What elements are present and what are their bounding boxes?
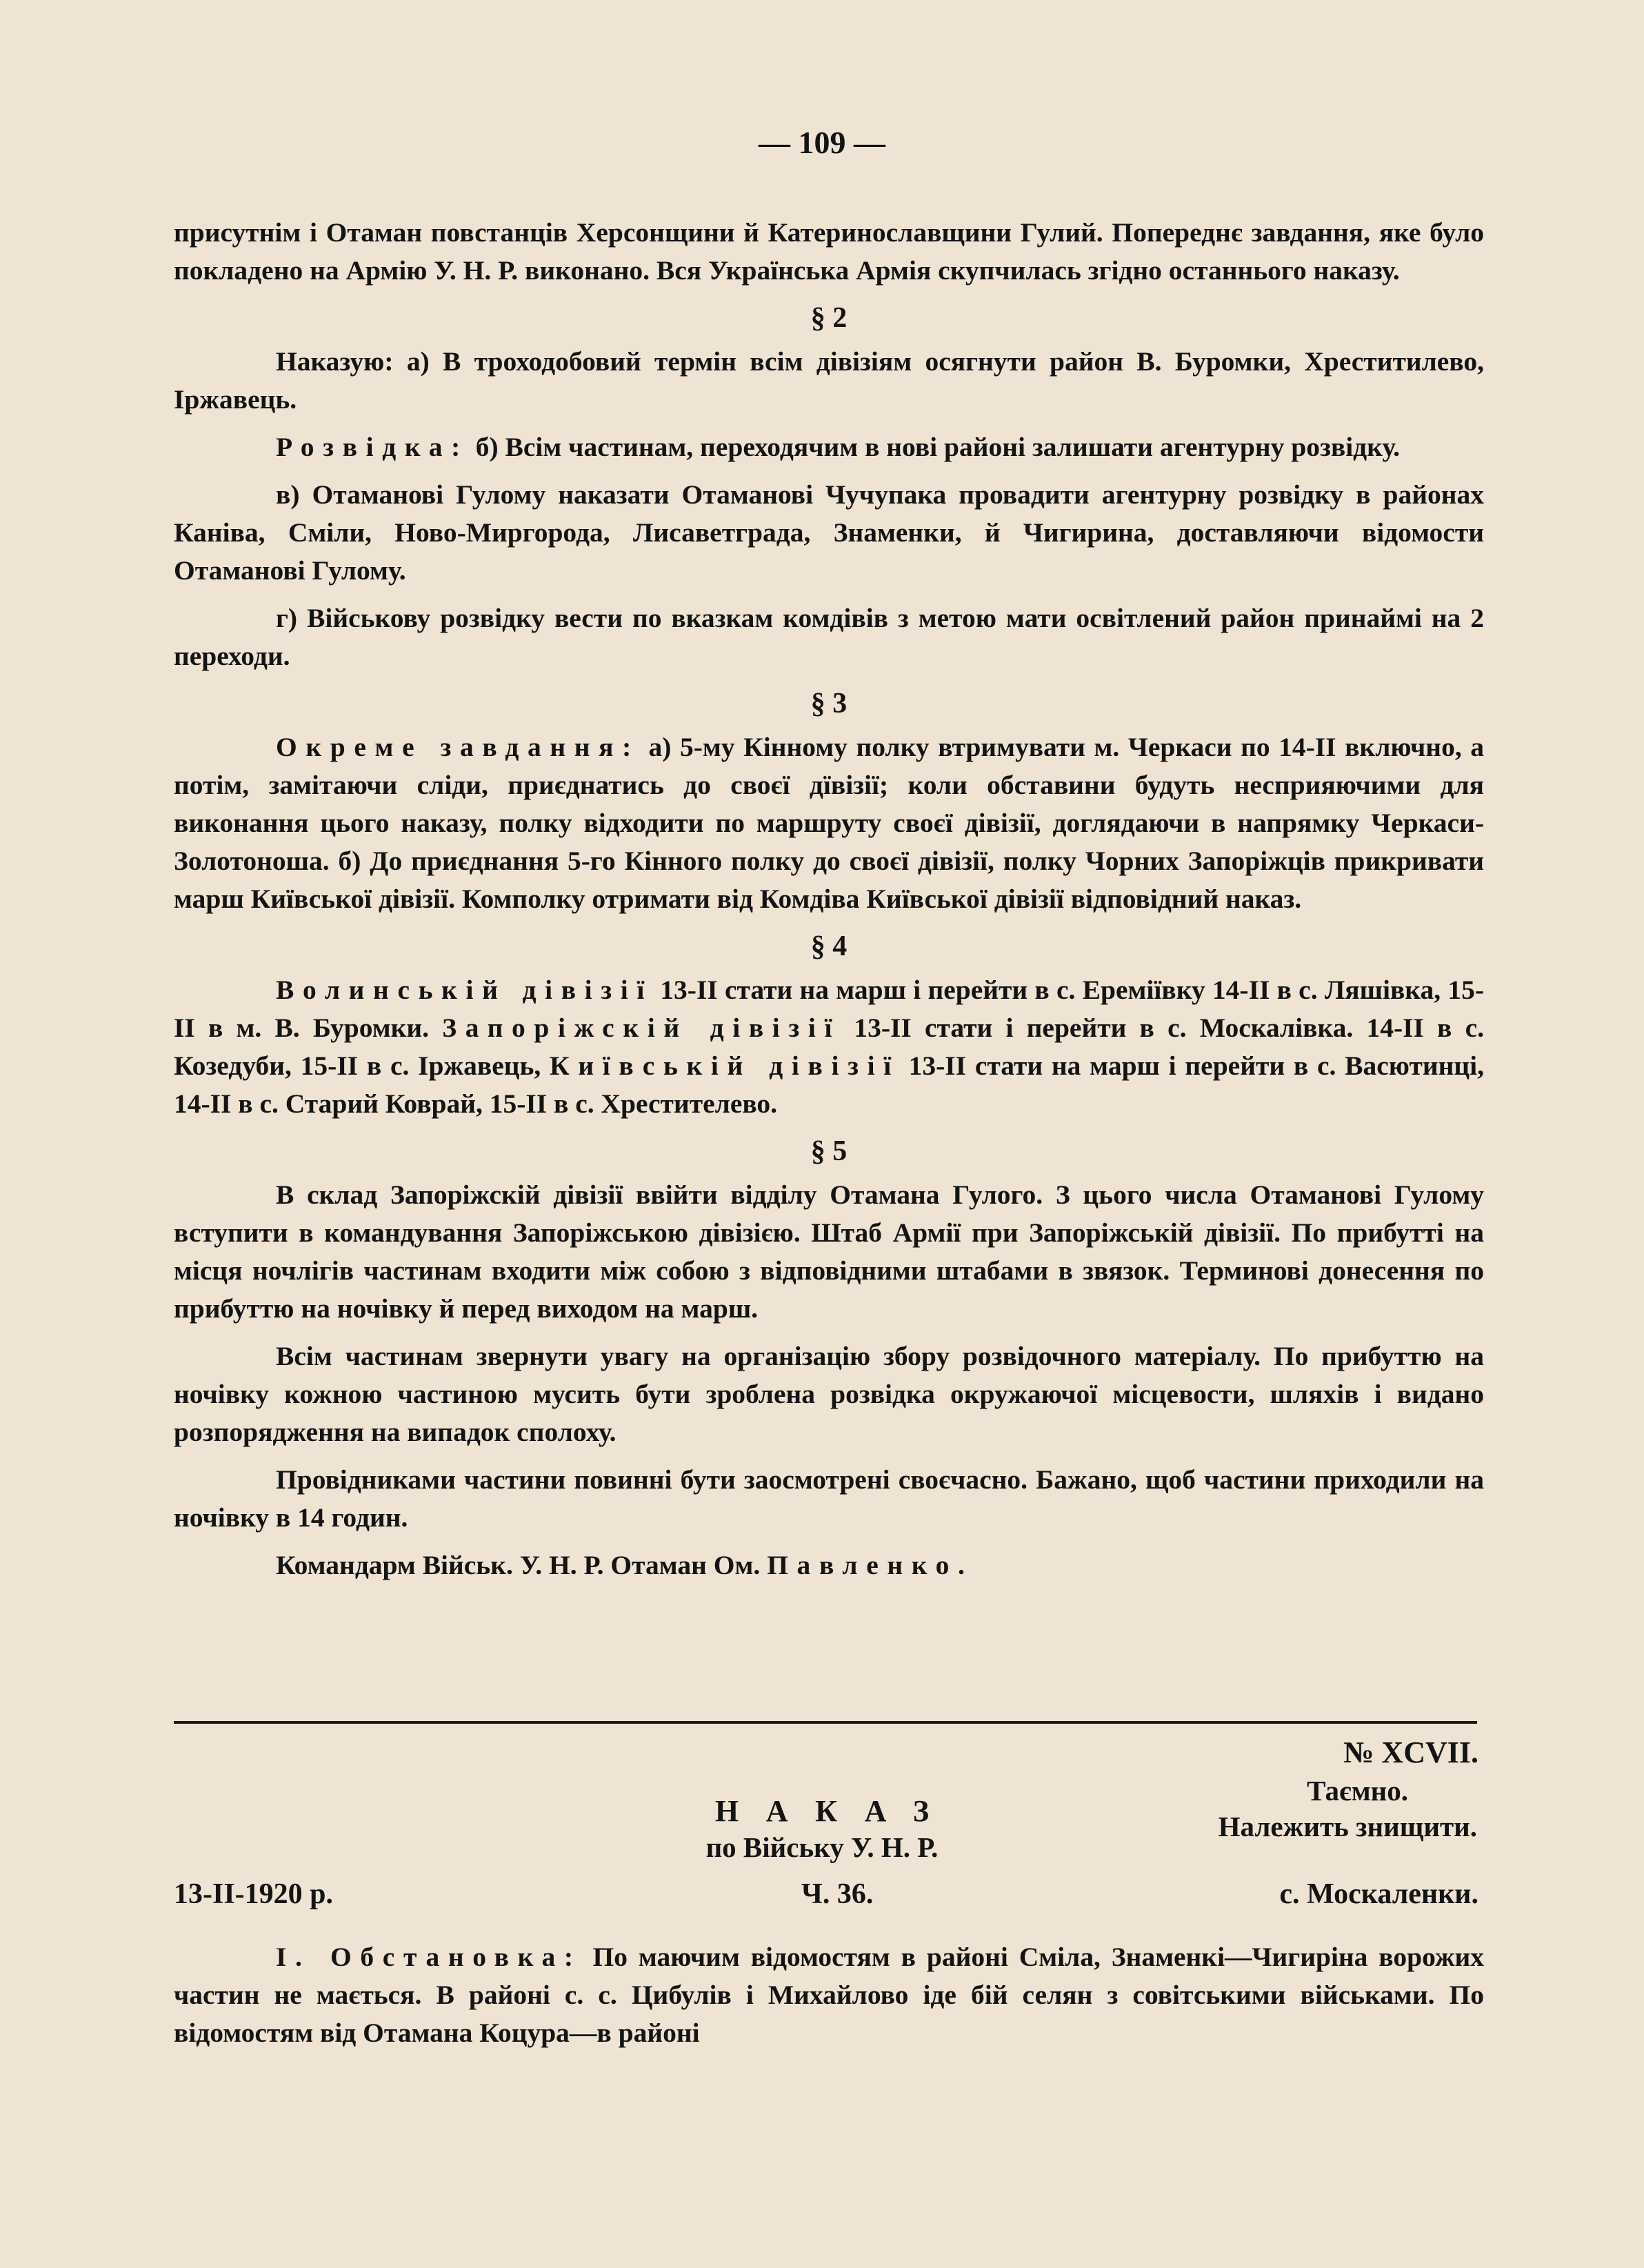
section-3-heading: § 3 (810, 688, 848, 719)
kyiv-division-text: 13-II стати на марш і перейти в с. Васютинці, 14-II в с. Старий Коврай, 15-II в с. Хрестителево. (174, 1051, 1484, 1119)
order-place: с. Москаленки. (1279, 1878, 1478, 1910)
volyn-division-label: Волинській дівізії (276, 975, 654, 1005)
paragraph-situation (174, 1938, 1484, 2052)
order-body (174, 1938, 1484, 2052)
paragraph-military-recon: г) Військову розвідку вести по вказкам комдівів з метою мати освітлений район принаймі на 2 переходи. (174, 603, 1484, 671)
signature-title: Командарм Військ. У. Н. Р. Отаман Ом. (276, 1550, 768, 1580)
order-subtitle: по Війську У. Н. Р. (705, 1831, 939, 1863)
paragraph-intel-collection: Всім частинам звернути увагу на організацію збору розвідочного матеріалу. По прибуттю на ночівку кожною частиною мусить бути зроблена розвідка окружаючої місцевости, шляхів і видано розпорядження на випадок сполоху. (174, 1341, 1484, 1447)
situation-label: І. Обстановка: (276, 1942, 582, 1972)
kyiv-division-label: Київській дівізії (550, 1051, 900, 1081)
paragraph-order: Наказую: а) В троходобовий термін всім дівізіям осягнути район В. Буромки, Хреститилево, Іржавець. (174, 346, 1484, 415)
horizontal-divider (174, 1721, 1477, 1724)
paragraph-divisions-march (174, 971, 1484, 1123)
section-2-heading: § 2 (810, 302, 848, 334)
order-number: № XCVII. (1343, 1735, 1478, 1769)
signature-name: Павленко. (767, 1550, 974, 1580)
main-text (174, 214, 1484, 1594)
paragraph-special-tasks (174, 728, 1484, 918)
paragraph-composition: В склад Запоріжскій дівізії ввійти відділу Отамана Гулого. З цього числа Отаманові Гулому вступити в командування Запоріжською дівізією. Штаб Армії при Запоріжській дівізії. По прибутті на місця ночлігів частинам входити між собою з відповідними штабами в звязок. Терминові донесення по прибуттю на ночівку й перед виходом на марш. (174, 1180, 1484, 1324)
signature-line (174, 1546, 1484, 1584)
order-date: 13-II-1920 р. (174, 1878, 334, 1910)
situation-text: По маючим відомостям в районі Сміла, Знаменкі—Чигиріна ворожих частин не мається. В районі с. с. Цибулів і Михайлово іде бій селян з совітськими військами. По відомостям від Отамана Коцура—в районі (174, 1942, 1484, 2048)
destroy-mark: Належить знищити. (1218, 1811, 1477, 1842)
special-tasks-label: Окреме завдання: (276, 732, 640, 762)
volyn-division-text: 13-II стати на марш і перейти в с. Еремiївку 14-II в с. Ляшівка, 15-II в м. В. Буромки. (174, 975, 1484, 1043)
order-title: НАКАЗ (714, 1794, 956, 1828)
paragraph-intro: присутнім і Отаман повстанців Херсонщини й Катеринославщини Гулий. Попереднє завдання, яке було покладено на Армію У. Н. Р. виконано. Вся Українська Армія скупчилась згідно останнього наказу. (174, 217, 1484, 286)
paragraph-guides: Провідниками частини повинні бути заосмотрені своєчасно. Бажано, щоб частини приходили на ночівку в 14 годин. (174, 1464, 1484, 1533)
zaporizhian-division-label: Запоріжскій дівізії (442, 1013, 841, 1043)
secret-mark: Таємно. (1307, 1775, 1408, 1807)
reconnaissance-text: б) Всім частинам, переходячим в нові районі залишати агентурну розвідку. (468, 432, 1401, 462)
section-4-heading: § 4 (810, 931, 848, 962)
special-tasks-text: а) 5-му Кінному полку втримувати м. Черкаси по 14-II включно, а потім, замітаючи сліди, приєднатись до своєї дївізії; коли обставини будуть несприяючими для виконання цього наказу, полку відходити по маршруту своєї дівізії, доглядаючи в напрямку Черкаси-Золотоноша. б) До приєднання 5-го Кінного полку до своєї дівізії, полку Чорних Запоріжців прикривати марш Київської дівізії. Комполку отримати від Комдіва Київської дівізії відповідний наказ. (174, 732, 1485, 914)
order-title-block (0, 1793, 1644, 1865)
paragraph-agent-recon: в) Отаманові Гулому наказати Отаманові Чучупака провадити агентурну розвідку в районах Канівa, Сміли, Ново-Миргорода, Лисаветграда, Знаменки, й Чигирина, доставляючи відомости Отаманові Гулому. (174, 479, 1484, 586)
zaporizhian-division-text: 13-II стати і перейти в с. Москалівка. 14-II в с. Козедуби, 15-II в с. Іржавець, (174, 1013, 1484, 1081)
order-part: Ч. 36. (801, 1878, 874, 1910)
page-number: — 109 — (759, 125, 885, 160)
reconnaissance-label: Розвідка: (276, 432, 469, 462)
section-5-heading: § 5 (810, 1135, 848, 1167)
paragraph-reconnaissance (174, 428, 1484, 466)
